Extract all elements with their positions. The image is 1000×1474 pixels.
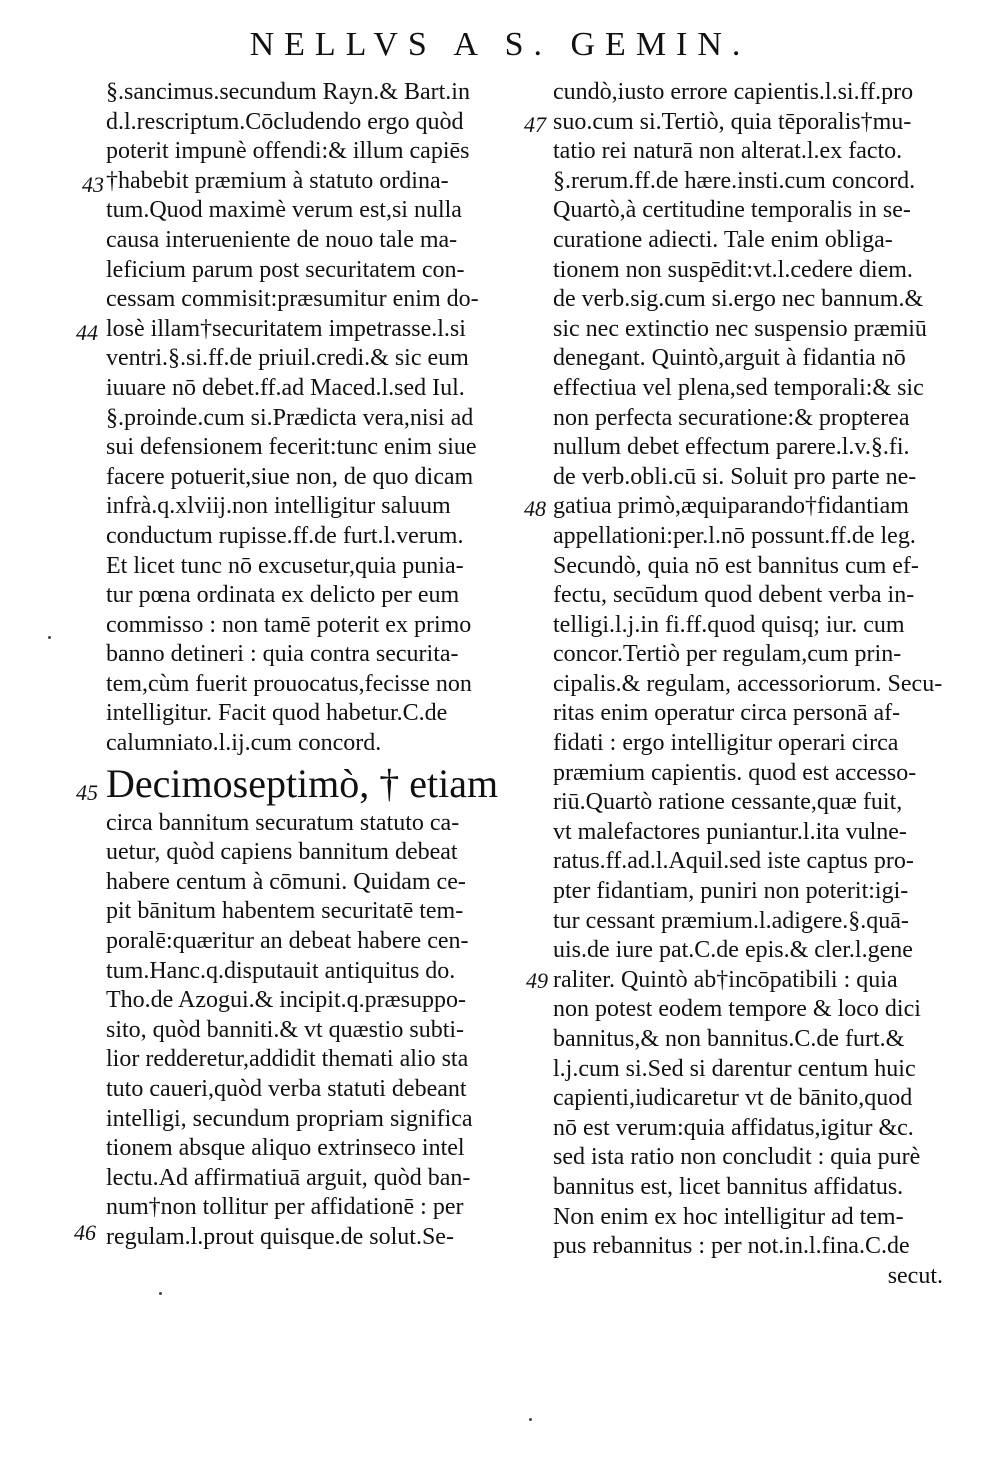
text-line: tum.Hanc.q.disputauit antiquitus do. [106, 957, 456, 984]
text-line: sui defensionem fecerit:tunc enim siue [106, 434, 477, 461]
text-line: de verb.sig.cum si.ergo nec bannum.& [553, 286, 924, 313]
text-line: circa bannitum securatum statuto ca- [106, 809, 460, 836]
text-line: denegant. Quintò,arguit à fidantia nō [553, 345, 906, 372]
text-line: §.sancimus.secundum Rayn.& Bart.in [106, 79, 470, 105]
text-line: ratus.ff.ad.l.Aquil.sed iste captus pro- [553, 848, 914, 875]
text-line: appellationi:per.l.nō possunt.ff.de leg. [553, 522, 916, 549]
margin-number: 46 [74, 1220, 96, 1245]
text-line: fidati : ergo intelligitur operari circa [553, 730, 899, 757]
text-line: conductum rupisse.ff.de furt.l.verum. [106, 522, 464, 549]
text-line: tionem absque aliquo extrinseco intel [106, 1135, 465, 1162]
text-line: ventri.§.si.ff.de priuil.credi.& sic eum [106, 345, 469, 372]
text-line: tem,cùm fuerit prouocatus,fecisse non [106, 670, 472, 697]
text-line: cessam commisit:præsumitur enim do- [106, 286, 479, 313]
scan-speck [159, 1292, 162, 1295]
margin-number: 44 [76, 320, 98, 345]
text-line: cipalis.& regulam, accessoriorum. Secu- [553, 670, 943, 697]
text-line: fectu, secūdum quod debent verba in- [553, 582, 915, 609]
text-line: facere potuerit,siue non, de quo dicam [106, 463, 474, 490]
text-line: commisso : non tamē poterit ex primo [106, 611, 472, 638]
text-line: Quartò,à certitudine temporalis in se- [553, 197, 911, 224]
text-line: Et licet tunc nō excusetur,quia punia- [106, 552, 464, 579]
text-line: tionem non suspēdit:vt.l.cedere diem. [553, 256, 913, 283]
scan-speck [529, 1418, 532, 1421]
text-line: tuto caueri,quòd verba statuti debeant [106, 1076, 467, 1102]
text-line: poralē:quæritur an debeat habere cen- [106, 928, 469, 955]
text-line: poterit impunè offendi:& illum capiēs [106, 138, 470, 165]
text-line: raliter. Quintò ab†incōpatibili : quia [553, 966, 898, 993]
text-line: banno detineri : quia contra securita- [106, 641, 459, 668]
text-line: uetur, quòd capiens bannitum debeat [106, 839, 458, 866]
text-line: de verb.obli.cū si. Soluit pro parte ne- [553, 463, 917, 490]
text-line: losè illam†securitatem impetrasse.l.si [106, 315, 466, 342]
text-line: pit bānitum habentem securitatē tem- [106, 898, 464, 925]
text-line: Tho.de Azogui.& incipit.q.præsuppo- [106, 987, 466, 1014]
left-column [106, 78, 518, 1253]
text-line: pus rebannitus : per not.in.l.fina.C.de [553, 1233, 910, 1260]
text-line: nullum debet effectum parere.l.v.§.fi. [553, 434, 910, 461]
text-line: §.rerum.ff.de hære.insti.cum concord. [553, 167, 916, 194]
text-line: iuuare nō debet.ff.ad Maced.l.sed Iul. [106, 374, 465, 401]
text-line: non potest eodem tempore & loco dici [553, 996, 921, 1023]
right-column [553, 78, 951, 1291]
text-line: bannitus,& non bannitus.C.de furt.& [553, 1026, 905, 1052]
margin-number: 48 [524, 496, 546, 521]
text-line: gatiua primò,æquiparando†fidantiam [553, 493, 909, 520]
text-line: concor.Tertiò per regulam,cum prin- [553, 641, 902, 668]
text-line: suo.cum si.Tertiò, quia tēporalis†mu- [553, 108, 912, 135]
margin-number: 43 [82, 172, 104, 197]
text-line: pter fidantiam, puniri non poterit:igi- [553, 878, 909, 905]
text-line: uis.de iure pat.C.de epis.& cler.l.gene [553, 937, 913, 964]
text-line: præmium capientis. quod est accesso- [553, 759, 917, 786]
text-line: capienti,iudicaretur vt de bānito,quod [553, 1085, 913, 1112]
text-line: tum.Quod maximè verum est,si nulla [106, 197, 462, 224]
text-line: †habebit præmium à statuto ordina- [106, 167, 449, 194]
section-heading: Decimoseptimò, † etiam [106, 760, 499, 806]
text-line: intelligitur. Facit quod habetur.C.de [106, 700, 448, 727]
text-line: causa interueniente de nouo tale ma- [106, 226, 458, 253]
text-line: Secundò, quia nō est bannitus cum ef- [553, 552, 919, 579]
text-line: tur pœna ordinata ex delicto per eum [106, 582, 460, 609]
text-line: telligi.l.j.in fi.ff.quod quisq; iur. cum [553, 611, 905, 638]
running-header: NELLVS A S. GEMIN. [249, 26, 751, 63]
text-line: sed ista ratio non concludit : quia purè [553, 1144, 921, 1171]
text-line: tatio rei naturā non alterat.l.ex facto. [553, 138, 903, 165]
text-line: calumniato.l.ij.cum concord. [106, 730, 382, 757]
margin-number: 47 [524, 112, 546, 137]
text-line: ritas enim operatur circa personā af- [553, 700, 901, 727]
text-line: leficium parum post securitatem con- [106, 256, 465, 283]
text-line: non perfecta securatione:& propterea [553, 404, 910, 431]
text-line: §.proinde.cum si.Prædicta vera,nisi ad [106, 404, 474, 431]
text-line: sic nec extinctio nec suspensio præmiū [553, 315, 927, 342]
text-line: num†non tollitur per affidationē : per [106, 1194, 464, 1221]
text-line: Non enim ex hoc intelligitur ad tem- [553, 1203, 904, 1230]
text-line: curatione adiecti. Tale enim obliga- [553, 226, 893, 253]
text-line: l.j.cum si.Sed si darentur centum huic [553, 1055, 916, 1082]
text-line: tur cessant præmium.l.adigere.§.quā- [553, 907, 909, 934]
text-line: sito, quòd banniti.& vt quæstio subti- [106, 1016, 465, 1043]
text-line: nō est verum:quia affidatus,igitur &c. [553, 1114, 914, 1141]
text-line: d.l.rescriptum.Cōcludendo ergo quòd [106, 108, 464, 135]
text-line: infrà.q.xlviij.non intelligitur saluum [106, 493, 451, 520]
text-line: cundò,iusto errore capientis.l.si.ff.pro [553, 79, 914, 105]
text-line: lectu.Ad affirmatiuā arguit, quòd ban- [106, 1164, 471, 1191]
text-line: riū.Quartò ratione cessante,quæ fuit, [553, 789, 903, 816]
margin-number: 45 [76, 780, 98, 805]
margin-number: 49 [526, 968, 548, 993]
text-line: intelligi, secundum propriam significa [106, 1105, 473, 1132]
catchword: secut. [887, 1262, 943, 1289]
text-line: lior redderetur,addidit themati alio sta [106, 1046, 469, 1073]
text-line: vt malefactores puniantur.l.ita vulne- [553, 818, 907, 845]
text-line: regulam.l.prout quisque.de solut.Se- [106, 1223, 454, 1250]
text-line: bannitus est, licet bannitus affidatus. [553, 1173, 904, 1200]
text-line: habere centum à cōmuni. Quidam ce- [106, 868, 466, 895]
scan-speck [48, 636, 51, 639]
text-line: effectiua vel plena,sed temporali:& sic [553, 374, 924, 401]
